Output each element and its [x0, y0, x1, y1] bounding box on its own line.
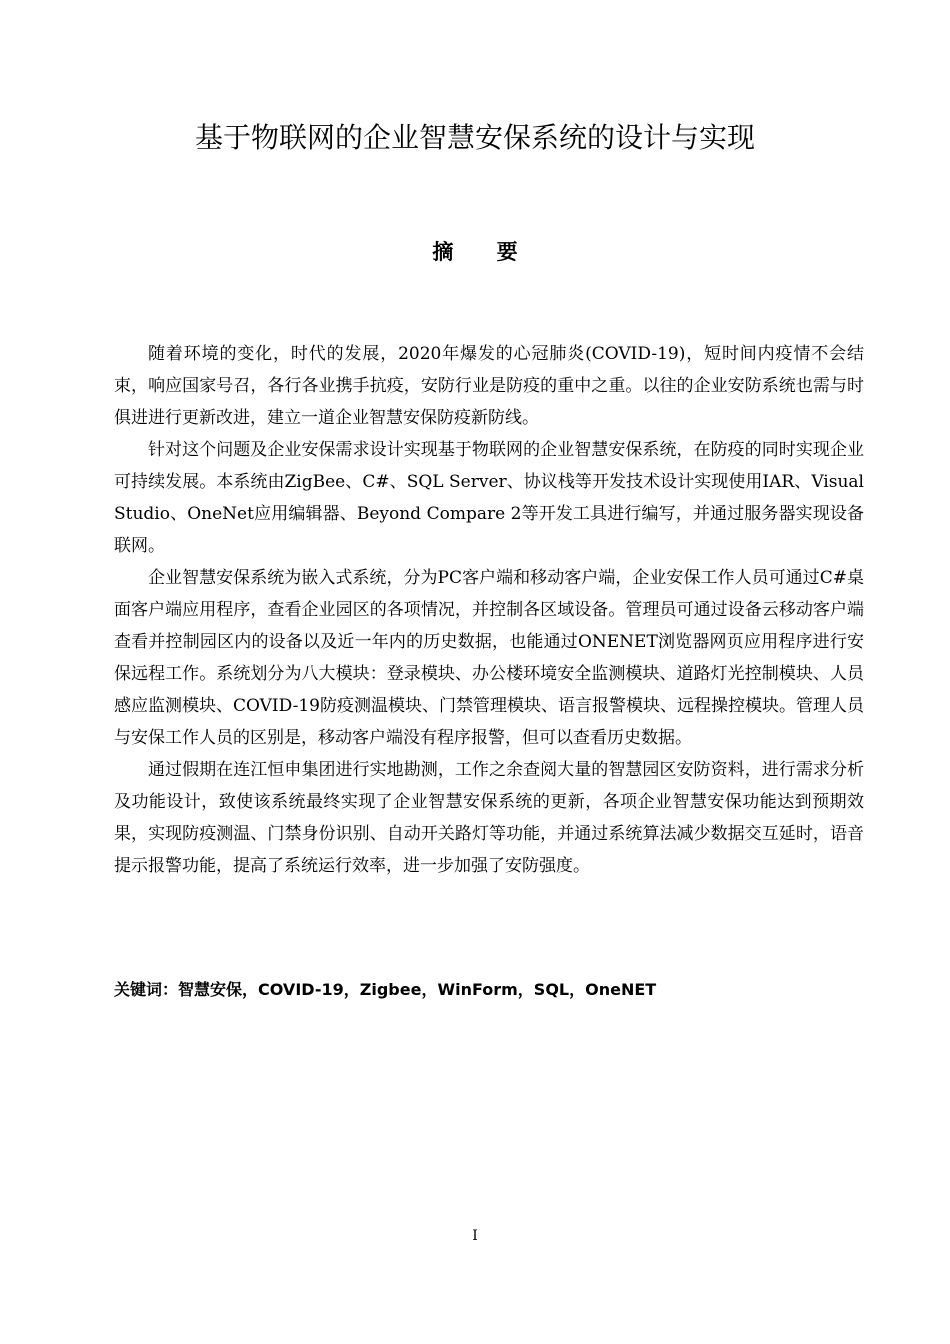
abstract-heading: 摘 要 [432, 240, 536, 264]
abstract-paragraph-1: 随着环境的变化，时代的发展，2020年爆发的心冠肺炎(COVID-19)，短时间内疫情不会结束，响应国家号召，各行各业携手抗疫，安防行业是防疫的重中之重。以往的企业安防系统也需与时俱进进行更新改进，建立一道企业智慧安保防疫新防线。 [114, 344, 864, 428]
keywords-list: 智慧安保，COVID-19，Zigbee，WinForm，SQL，OneNET [178, 980, 657, 999]
abstract-paragraph-2: 针对这个问题及企业安保需求设计实现基于物联网的企业智慧安保系统，在防疫的同时实现企业可持续发展。本系统由ZigBee、C#、SQL Server、协议栈等开发技术设计实现使用IAR、Visual Studio、OneNet应用编辑器、Beyond Compare 2等开发工具进行编写，并通过服务器实现设备联网。 [114, 440, 864, 556]
abstract-body [114, 338, 864, 882]
abstract-paragraph-3: 企业智慧安保系统为嵌入式系统，分为PC客户端和移动客户端，企业安保工作人员可通过C#桌面客户端应用程序，查看企业园区的各项情况，并控制各区域设备。管理员可通过设备云移动客户端查看并控制园区内的设备以及近一年内的历史数据，也能通过ONENET浏览器网页应用程序进行安保远程工作。系统划分为八大模块：登录模块、办公楼环境安全监测模块、道路灯光控制模块、人员感应监测模块、COVID-19防疫测温模块、门禁管理模块、语言报警模块、远程操控模块。管理人员与安保工作人员的区别是，移动客户端没有程序报警，但可以查看历史数据。 [114, 568, 864, 748]
keywords-line [114, 974, 864, 1006]
document-title: 基于物联网的企业智慧安保系统的设计与实现 [194, 121, 755, 154]
abstract-paragraph-4: 通过假期在连江恒申集团进行实地勘测，工作之余查阅大量的智慧园区安防资料，进行需求分析及功能设计，致使该系统最终实现了企业智慧安保系统的更新，各项企业智慧安保功能达到预期效果，实现防疫测温、门禁身份识别、自动开关路灯等功能，并通过系统算法减少数据交互延时，语音提示报警功能，提高了系统运行效率，进一步加强了安防强度。 [114, 760, 864, 876]
keywords-label: 关键词： [114, 980, 179, 999]
page-number: I [472, 1228, 478, 1244]
